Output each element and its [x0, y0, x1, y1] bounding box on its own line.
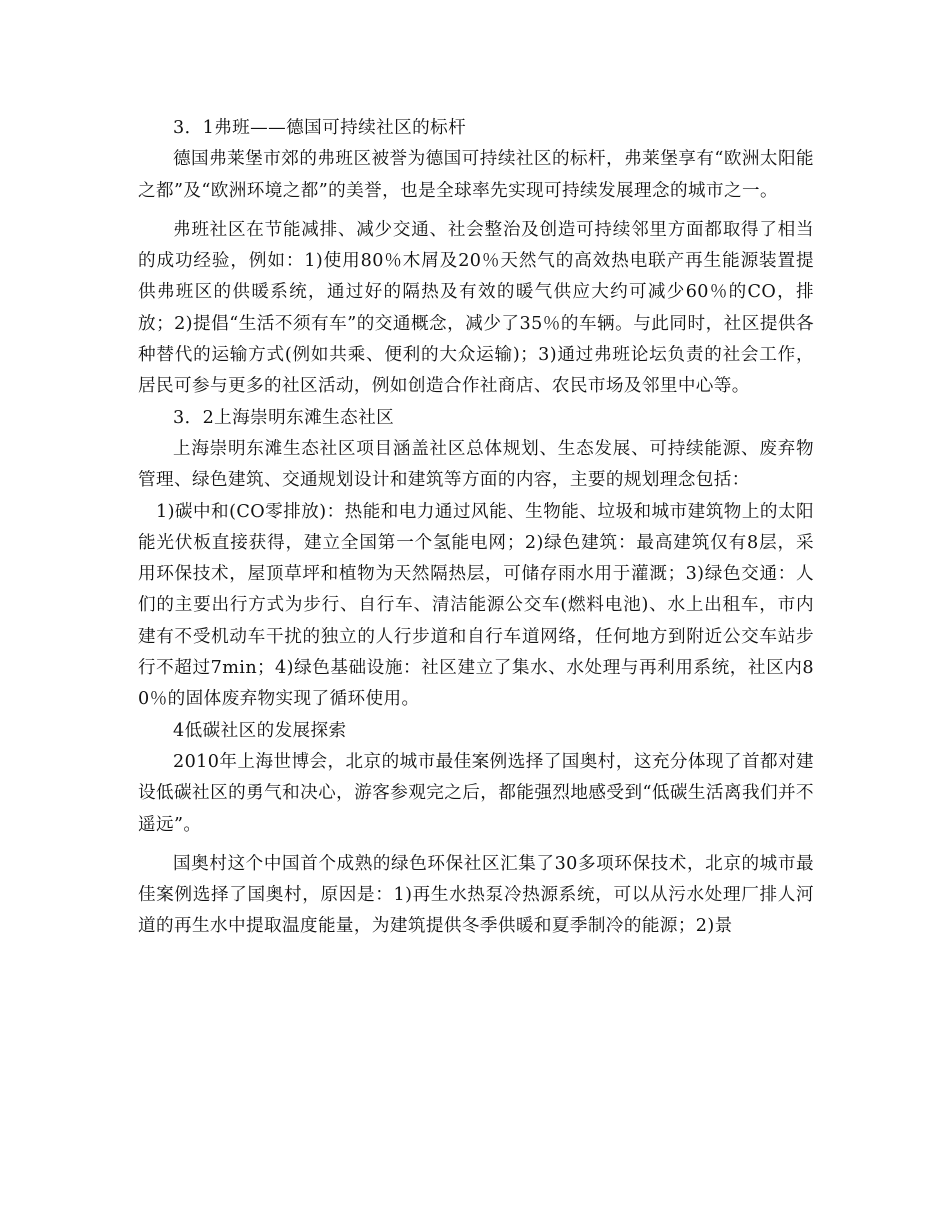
- paragraph-olympic-village: 国奥村这个中国首个成熟的绿色环保社区汇集了30多项环保技术，北京的城市最佳案例选择了国奥村，原因是：1)再生水热泵冷热源系统，可以从污水处理厂排人河道的再生水中提取温度能量，为建筑提供冬季供暖和夏季制冷的能源；2)景: [138, 853, 814, 937]
- paragraph-expo-2010: 2010年上海世博会，北京的城市最佳案例选择了国奥村，这充分体现了首都对建设低碳社区的勇气和决心，游客参观完之后，都能强烈地感受到“低碳生活离我们并不遥远”。: [138, 751, 814, 835]
- paragraph-dongtan-concepts: 1)碳中和(CO零排放)：热能和电力通过风能、生物能、垃圾和城市建筑物上的太阳能光伏板直接获得，建立全国第一个氢能电网；2)绿色建筑：最高建筑仅有8层，采用环保技术，屋顶草坪和植物为天然隔热层，可储存雨水用于灌溉；3)绿色交通：人们的主要出行方式为步行、自行车、清洁能源公交车(燃料电池)、水上出租车，市内建有不受机动车干扰的独立的人行步道和自行车道网络，任何地方到附近公交车站步行不超过7min；4)绿色基础设施：社区建立了集水、水处理与再利用系统，社区内80％的固体废弃物实现了循环使用。: [138, 501, 814, 710]
- section-heading-4: 4低碳社区的发展探索: [173, 720, 347, 741]
- section-heading-3-2: 3．2上海崇明东滩生态社区: [173, 407, 395, 428]
- paragraph-vauban-experience: 弗班社区在节能减排、减少交通、社会整治及创造可持续邻里方面都取得了相当的成功经验，例如：1)使用80％木屑及20％天然气的高效热电联产再生能源装置提供弗班区的供暖系统，通过好的隔热及有效的暖气供应大约可减少60％的CO，排放；2)提倡“生活不须有车”的交通概念，减少了35％的车辆。与此同时，社区提供各种替代的运输方式(例如共乘、便利的大众运输)；3)通过弗班论坛负责的社会工作，居民可参与更多的社区活动，例如创造合作社商店、农民市场及邻里中心等。: [138, 219, 814, 397]
- paragraph-dongtan-intro: 上海崇明东滩生态社区项目涵盖社区总体规划、生态发展、可持续能源、废弃物管理、绿色建筑、交通规划设计和建筑等方面的内容，主要的规划理念包括：: [138, 438, 814, 491]
- paragraph-freiburg-intro: 德国弗莱堡市郊的弗班区被誉为德国可持续社区的标杆，弗莱堡享有“欧洲太阳能之都”及“欧洲环境之都”的美誉，也是全球率先实现可持续发展理念的城市之一。: [138, 149, 814, 201]
- document-body: [138, 113, 814, 943]
- section-heading-3-1: 3．1弗班——德国可持续社区的标杆: [173, 118, 467, 138]
